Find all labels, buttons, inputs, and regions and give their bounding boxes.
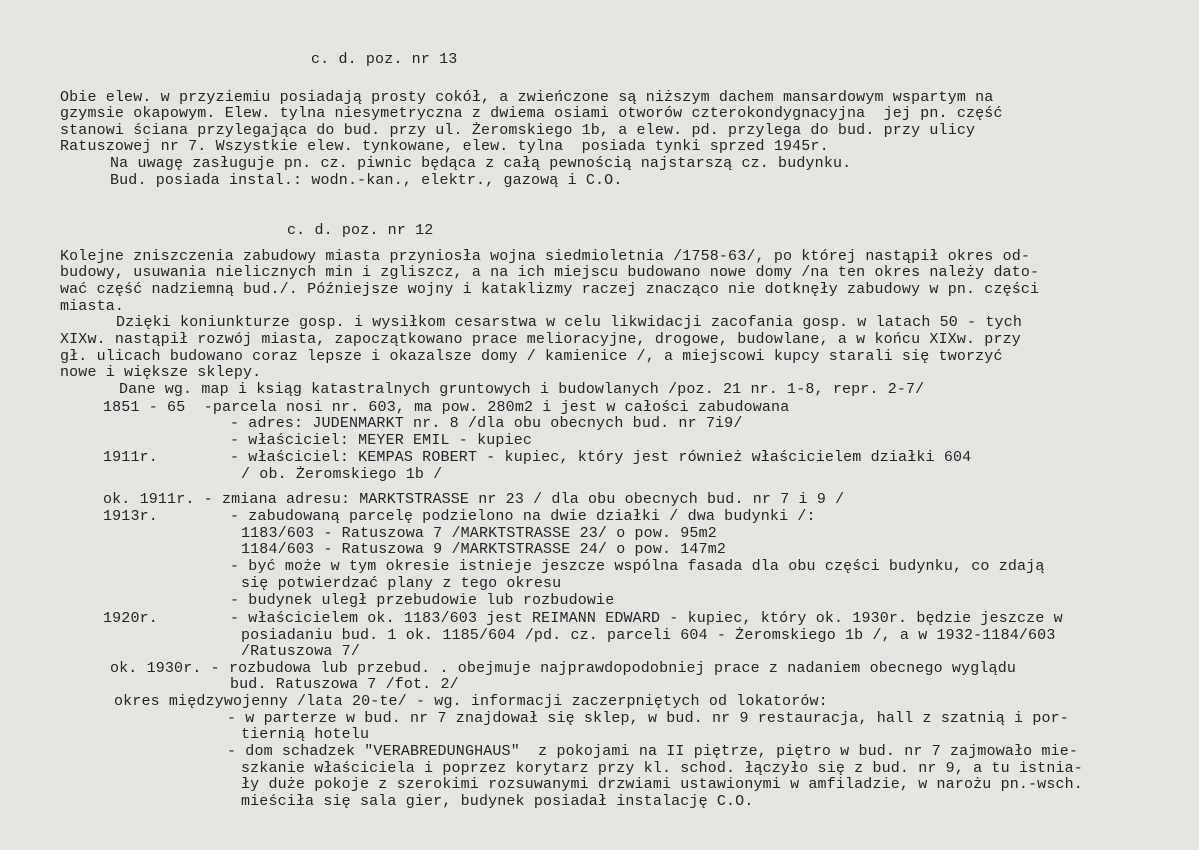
section-12-line: bud. Ratuszowa 7 /fot. 2/ [230, 676, 459, 693]
section-12-line: / ob. Żeromskiego 1b / [241, 466, 443, 483]
section-13-line: stanowi ściana przylegająca do bud. przy ul. Żeromskiego 1b, a elew. pd. przylega do bud. przy ulicy [60, 122, 976, 139]
section-12-line: XIXw. nastąpił rozwój miasta, zapoczątkowano prace melioracyjne, drogowe, budowlane, a w końcu XIXw. przy [60, 331, 1021, 348]
section-12-line: - budynek uległ przebudowie lub rozbudowie [230, 592, 615, 609]
section-12-line: - właścicielem ok. 1183/603 jest REIMANN EDWARD - kupiec, który ok. 1930r. będzie jeszcze w [230, 610, 1063, 627]
section-12-line: ok. 1930r. - rozbudowa lub przebud. . obejmuje najprawdopodobniej prace z nadaniem obecnego wyglądu [110, 660, 1016, 677]
section-12-line: - właściciel: KEMPAS ROBERT - kupiec, który jest również właścicielem działki 604 [230, 449, 972, 466]
section-12-line: - właściciel: MEYER EMIL - kupiec [230, 432, 532, 449]
section-12-line: 1851 - 65 -parcela nosi nr. 603, ma pow. 280m2 i jest w całości zabudowana [103, 399, 790, 416]
section-12-heading: c. d. poz. nr 12 [287, 222, 434, 239]
section-13-line: Ratuszowej nr 7. Wszystkie elew. tynkowane, elew. tylna posiada tynki sprzed 1945r. [60, 138, 829, 155]
section-12-line: tiernią hotelu [241, 726, 370, 743]
section-12-line: - być może w tym okresie istnieje jeszcze wspólna fasada dla obu części budynku, co zdają [230, 558, 1045, 575]
section-12-line: gł. ulicach budowano coraz lepsze i okazalsze domy / kamienice /, a miejscowi kupcy starali się tworzyć [60, 348, 1003, 365]
section-12-line: - adres: JUDENMARKT nr. 8 /dla obu obecnych bud. nr 7i9/ [230, 415, 743, 432]
section-12-line: Kolejne zniszczenia zabudowy miasta przyniosła wojna siedmioletnia /1758-63/, po której nastąpił okres od- [60, 248, 1031, 265]
section-12-line: ok. 1911r. - zmiana adresu: MARKTSTRASSE nr 23 / dla obu obecnych bud. nr 7 i 9 / [103, 491, 845, 508]
section-12-line: 1920r. [103, 610, 158, 627]
section-12-line: - dom schadzek "VERABREDUNGHAUS" z pokojami na II piętrze, piętro w bud. nr 7 zajmowało mie- [227, 743, 1079, 760]
section-12-line: mieściła się sala gier, budynek posiadał instalację C.O. [241, 793, 754, 810]
section-12-line: 1183/603 - Ratuszowa 7 /MARKTSTRASSE 23/ o pow. 95m2 [241, 525, 717, 542]
section-12-line: się potwierdzać plany z tego okresu [241, 575, 562, 592]
section-12-line: wać część nadziemną bud./. Późniejsze wojny i kataklizmy raczej znacząco nie dotknęły zabudowy w pn. części [60, 281, 1040, 298]
section-12-line: - zabudowaną parcelę podzielono na dwie działki / dwa budynki /: [230, 508, 816, 525]
section-12-line: okres międzywojenny /lata 20-te/ - wg. informacji zaczerpniętych od lokatorów: [114, 693, 828, 710]
section-12-line: budowy, usuwania nielicznych min i zgliszcz, a na ich miejscu budowano nowe domy /na ten okres należy dato- [60, 264, 1040, 281]
section-12-line: posiadaniu bud. 1 ok. 1185/604 /pd. cz. parceli 604 - Żeromskiego 1b /, a w 1932-1184/603 [241, 627, 1056, 644]
section-13-line: Bud. posiada instal.: wodn.-kan., elektr., gazową i C.O. [110, 172, 623, 189]
section-13-line: Obie elew. w przyziemiu posiadają prosty cokół, a zwieńczone są niższym dachem mansardowym wspartym na [60, 89, 994, 106]
section-12-line: Dane wg. map i ksiąg katastralnych gruntowych i budowlanych /poz. 21 nr. 1-8, repr. 2-7/ [119, 381, 925, 398]
section-12-line: 1184/603 - Ratuszowa 9 /MARKTSTRASSE 24/ o pow. 147m2 [241, 541, 727, 558]
section-12-line: miasta. [60, 298, 125, 315]
section-12-line: Dzięki koniunkturze gosp. i wysiłkom cesarstwa w celu likwidacji zacofania gosp. w latach 50 - tych [116, 314, 1022, 331]
section-13-line: gzymsie okapowym. Elew. tylna niesymetryczna z dwiema osiami otworów czterokondygnacyjna jej pn. część [60, 105, 1003, 122]
section-13-line: Na uwagę zasługuje pn. cz. piwnic będąca z całą pewnością najstarszą cz. budynku. [110, 155, 852, 172]
section-12-line: 1913r. [103, 508, 158, 525]
section-12-line: - w parterze w bud. nr 7 znajdował się sklep, w bud. nr 9 restauracja, hall z szatnią i por- [227, 710, 1069, 727]
section-12-line: /Ratuszowa 7/ [241, 643, 360, 660]
section-13-heading: c. d. poz. nr 13 [311, 51, 458, 68]
section-12-line: szkanie właściciela i poprzez korytarz przy kl. schod. łączyło się z bud. nr 9, a tu istnia- [241, 760, 1083, 777]
section-12-line: ły duże pokoje z szerokimi rozsuwanymi drzwiami ustawionymi w amfiladzie, w narożu pn.-wsch. [241, 776, 1083, 793]
section-12-line: nowe i większe sklepy. [60, 364, 262, 381]
section-12-line: 1911r. [103, 449, 158, 466]
